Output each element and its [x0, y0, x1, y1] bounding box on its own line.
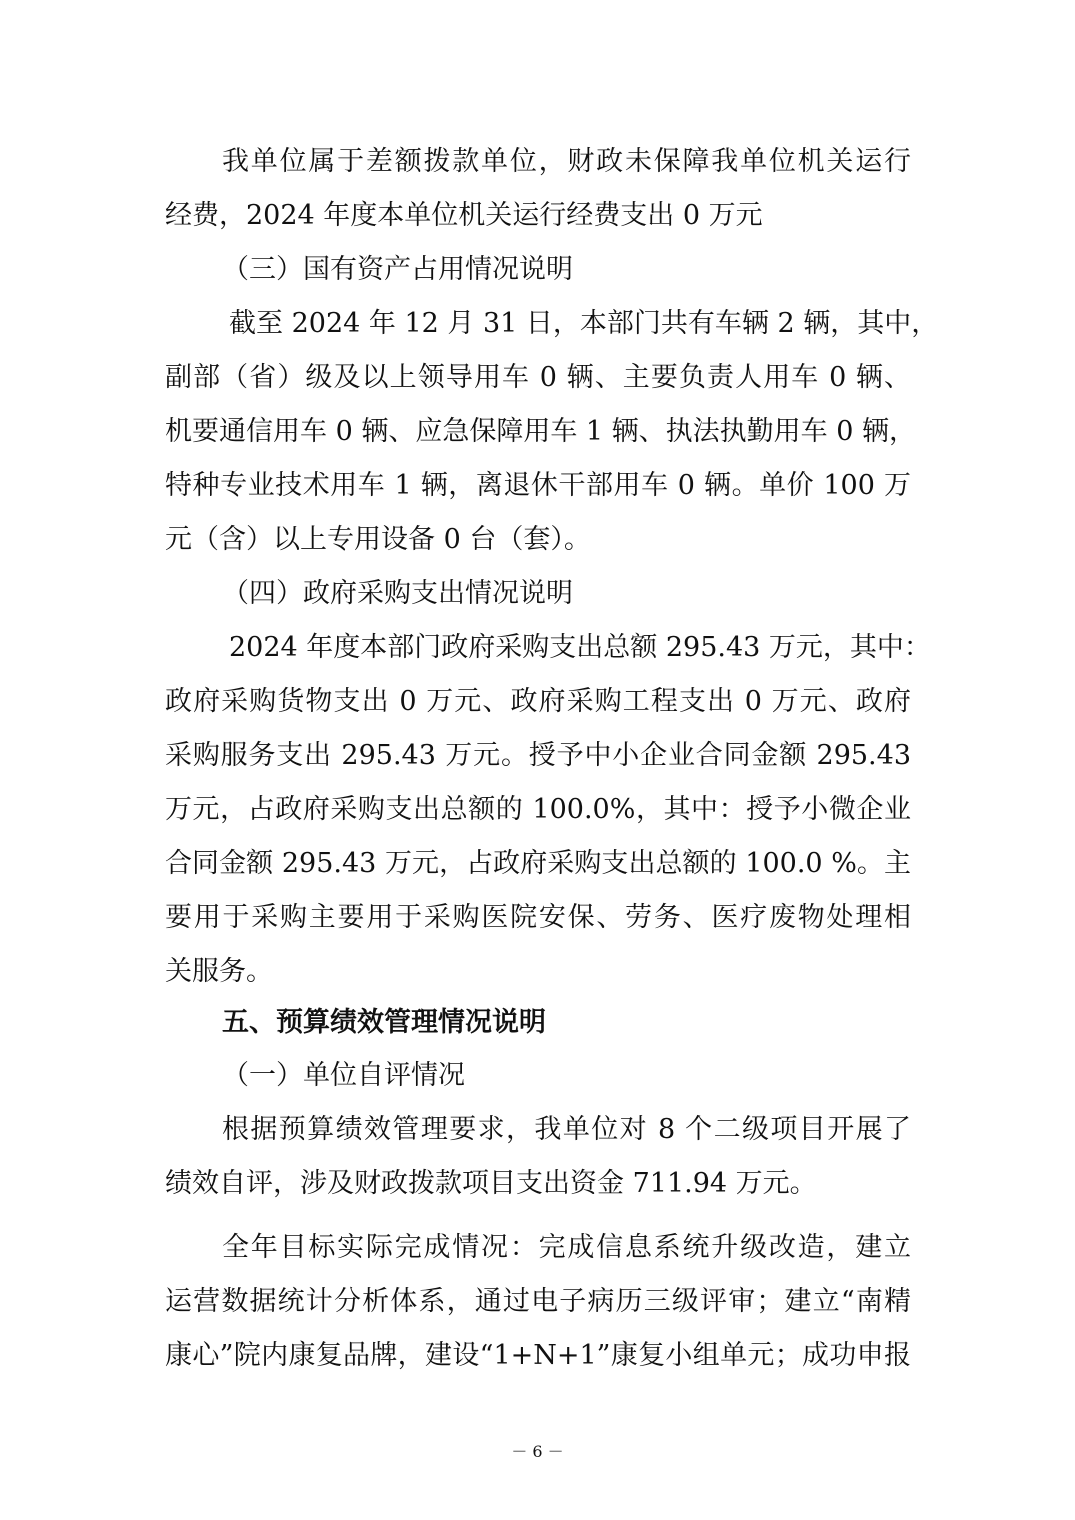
page-number: － 6 －: [511, 1442, 564, 1461]
body-line: 截至 2024 年 12 月 31 日，本部门共有车辆 2 辆，其中，: [229, 308, 939, 339]
body-line: 绩效自评，涉及财政拨款项目支出资金 711.94 万元。: [165, 1168, 817, 1199]
body-line: 采购服务支出 295.43 万元。授予中小企业合同金额 295.43: [165, 740, 911, 771]
section-heading: 五、预算绩效管理情况说明: [222, 1007, 546, 1038]
body-line: 合同金额 295.43 万元，占政府采购支出总额的 100.0 %。主: [165, 848, 911, 879]
subsection-heading: （一）单位自评情况: [222, 1060, 465, 1091]
body-line: 要用于采购主要用于采购医院安保、劳务、医疗废物处理相: [165, 902, 911, 933]
body-line: 全年目标实际完成情况：完成信息系统升级改造，建立: [222, 1232, 911, 1263]
body-line: 关服务。: [165, 956, 273, 987]
body-line: 副部（省）级及以上领导用车 0 辆、主要负责人用车 0 辆、: [165, 362, 911, 393]
subsection-heading: （三）国有资产占用情况说明: [222, 254, 573, 285]
body-line: 根据预算绩效管理要求，我单位对 8 个二级项目开展了: [222, 1114, 911, 1145]
body-line: 元（含）以上专用设备 0 台（套）。: [165, 524, 591, 555]
body-line: 机要通信用车 0 辆、应急保障用车 1 辆、执法执勤用车 0 辆，: [165, 416, 917, 447]
body-line: 万元，占政府采购支出总额的 100.0%，其中：授予小微企业: [165, 794, 911, 825]
body-line: 特种专业技术用车 1 辆，离退休干部用车 0 辆。单价 100 万: [165, 470, 911, 501]
body-line: 运营数据统计分析体系，通过电子病历三级评审；建立“南精: [165, 1286, 911, 1317]
body-line: 2024 年度本部门政府采购支出总额 295.43 万元，其中：: [229, 632, 931, 663]
body-line: 康心”院内康复品牌，建设“1+N+1”康复小组单元；成功申报: [165, 1340, 911, 1371]
body-line: 我单位属于差额拨款单位，财政未保障我单位机关运行: [222, 146, 911, 177]
subsection-heading: （四）政府采购支出情况说明: [222, 578, 573, 609]
body-line: 政府采购货物支出 0 万元、政府采购工程支出 0 万元、政府: [165, 686, 911, 717]
body-line: 经费，2024 年度本单位机关运行经费支出 0 万元: [165, 200, 763, 231]
